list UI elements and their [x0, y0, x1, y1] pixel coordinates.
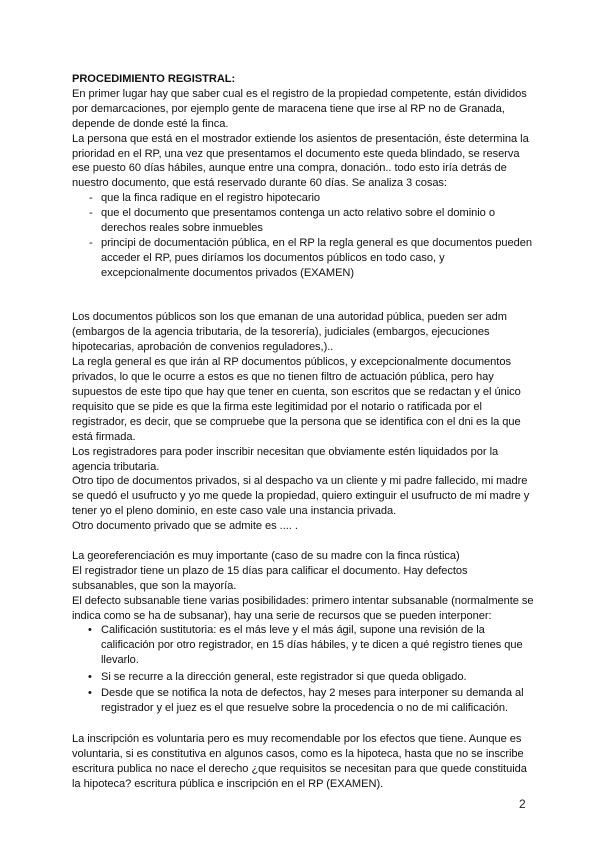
appeals-list — [72, 623, 534, 715]
list-item: - que la finca radique en el registro hipotecario — [72, 191, 534, 206]
paragraph: Los documentos públicos son los que emanan de una autoridad pública, pueden ser adm (embargos de la agencia tributaria, de la tesorería), judiciales (embargos, ejecuciones hipotecarias, aprobación de convenios reguladores,).. — [72, 311, 507, 354]
spacer — [72, 281, 534, 296]
paragraph: El defecto subsanable tiene varias posibilidades: primero intentar subsanable (normalmente se indica como se ha de subsanar), hay una serie de recursos que se pueden interponer: — [72, 594, 534, 622]
paragraph: La inscripción es voluntaria pero es muy recomendable por los efectos que tiene. Aunque es voluntaria, si es constitutiva en algunos casos, como es la hipoteca, hasta que no se inscribe escritura publica no nace el derecho ¿que requisitos se necesitan para que quede constituida la hipoteca? escritura pública e inscripción en el RP (EXAMEN). — [72, 733, 527, 791]
spacer — [72, 717, 534, 732]
list-item: • Desde que se notifica la nota de defectos, hay 2 meses para interponer su demanda al registrador y el juez es el que resuelve sobre la procedencia o no de mi calificación. — [72, 686, 534, 716]
document-body — [72, 72, 534, 792]
paragraph: La regla general es que irán al RP documentos públicos, y excepcionalmente documentos privados, lo que le ocurre a estos es que no tienen filtro de actuación pública, pero hay supuestos de este tipo que hay que tener en cuenta, son escritos que se redactan y el único requisito que se pide es que la firma este legitimidad por el notario o ratificada por el registrador, es decir, que se compruebe que la persona que se identifica con el dni es la que está firmada. — [72, 356, 521, 443]
spacer — [72, 534, 534, 549]
list-item: • Si se recurre a la dirección general, este registrador si que queda obligado. — [72, 670, 534, 685]
paragraph: Los registradores para poder inscribir necesitan que obviamente estén liquidados por la agencia tributaria. — [72, 445, 499, 473]
paragraph: La georeferenciación es muy importante (caso de su madre con la finca rústica) — [72, 549, 460, 562]
paragraph: En primer lugar hay que saber cual es el registro de la propiedad competente, están divididos por demarcaciones, por ejemplo gente de maracena tiene que irse al RP no de Granada, depende de donde esté la finca. — [72, 87, 527, 130]
spacer — [72, 296, 534, 311]
paragraph: Otro tipo de documentos privados, si al despacho va un cliente y mi padre fallecido, mi madre se quedó el usufructo y yo me quede la propiedad, quiero extinguir el usufructo de mi madre y tener yo el pleno dominio, en este caso vale una instancia privada. — [72, 475, 530, 518]
page-number: 2 — [519, 797, 526, 811]
paragraph: La persona que está en el mostrador extiende los asientos de presentación, éste determina la prioridad en el RP, una vez que presentamos el documento este queda blindado, se reserva ese puesto 60 días hábiles, aunque entre una compra, donación.. todo esto iría detrás de nuestro documento, que está reservado durante 60 días. Se analiza 3 cosas: — [72, 132, 529, 190]
list-item: • Calificación sustitutoria: es el más leve y el más ágil, supone una revisión de la calificación por otro registrador, en 15 días hábiles, y te dicen a qué registro tienes que llevarlo. — [72, 623, 534, 668]
section-title: PROCEDIMIENTO REGISTRAL: — [72, 73, 236, 85]
list-item: - principi de documentación pública, en el RP la regla general es que documentos pueden acceder el RP, pues diríamos los documentos públicos en todo caso, y excepcionalmente documentos privados (EXAMEN) — [72, 236, 534, 281]
requirements-list — [72, 191, 534, 280]
paragraph: El registrador tiene un plazo de 15 días para calificar el documento. Hay defectos subsanables, que son la mayoría. — [72, 564, 468, 592]
paragraph: Otro documento privado que se admite es .... . — [72, 520, 298, 533]
list-item: - que el documento que presentamos contenga un acto relativo sobre el dominio o derechos reales sobre inmuebles — [72, 206, 534, 236]
